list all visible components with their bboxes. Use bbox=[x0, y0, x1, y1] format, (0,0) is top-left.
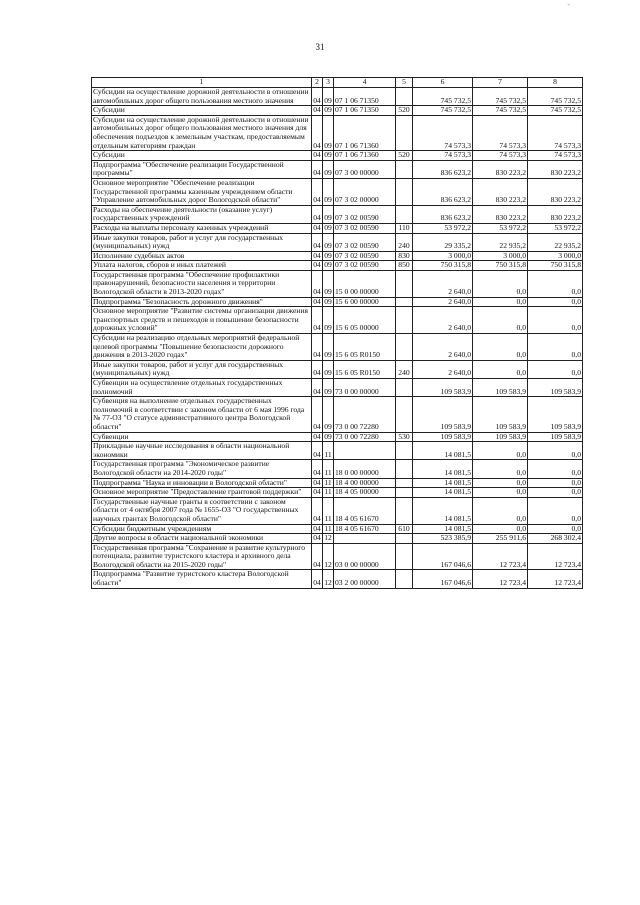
expense-type-cell bbox=[396, 297, 413, 307]
section-code-cell: 04 bbox=[312, 570, 323, 588]
amount-year2-cell: 0,0 bbox=[473, 360, 528, 378]
subsection-code-cell: 12 bbox=[323, 543, 334, 570]
amount-year2-cell: 74 573,3 bbox=[473, 115, 528, 150]
section-code-cell: 04 bbox=[312, 442, 323, 460]
expense-type-cell bbox=[396, 307, 413, 334]
target-article-cell: 15 6 05 00000 bbox=[334, 307, 396, 334]
amount-year3-cell: 109 583,9 bbox=[528, 432, 583, 442]
subsection-code-cell: 11 bbox=[323, 497, 334, 524]
amount-year1-cell: 14 081,5 bbox=[413, 478, 473, 488]
expense-type-cell bbox=[396, 397, 413, 432]
amount-year2-cell: 745 732,5 bbox=[473, 106, 528, 116]
subsection-code-cell: 11 bbox=[323, 442, 334, 460]
expense-type-cell bbox=[396, 270, 413, 297]
subsection-code-cell: 09 bbox=[324, 150, 332, 160]
row-name-cell: Субсидии на осуществление дорожной деятельности в отношении автомобильных дорог общего пользования местного значения bbox=[92, 88, 312, 106]
table-row bbox=[92, 570, 583, 588]
amount-year3-cell: 74 573,3 bbox=[528, 115, 583, 150]
expense-type-cell bbox=[396, 478, 413, 488]
row-name-cell: Другие вопросы в области национальной экономики bbox=[92, 534, 312, 544]
row-name-cell: Уплата налогов, сборов и иных платежей bbox=[92, 261, 312, 271]
amount-year1-cell: 14 081,5 bbox=[413, 488, 473, 498]
table-row bbox=[92, 261, 583, 271]
expense-type-cell bbox=[396, 460, 413, 478]
section-code-cell: 04 bbox=[312, 270, 323, 297]
target-article-cell: 18 4 00 00000 bbox=[334, 478, 396, 488]
table-row bbox=[92, 497, 583, 524]
target-article-cell: 07 3 02 00590 bbox=[334, 261, 396, 271]
amount-year2-cell: 830 223,2 bbox=[473, 178, 528, 205]
target-article-cell: 07 3 02 00590 bbox=[334, 223, 396, 233]
amount-year2-cell: 12 723,4 bbox=[473, 543, 528, 570]
amount-year1-cell: 836 623,2 bbox=[413, 160, 473, 178]
subsection-code-cell: 09 bbox=[323, 115, 334, 150]
subsection-code-cell: 09 bbox=[323, 233, 334, 251]
expense-type-cell: 240 bbox=[396, 233, 413, 251]
amount-year3-cell: 0,0 bbox=[528, 488, 583, 498]
row-name-cell: Расходы на обеспечение деятельности (оказание услуг) государственных учреждений bbox=[92, 205, 312, 223]
amount-year3-cell: 0,0 bbox=[528, 442, 583, 460]
target-article-cell: 73 0 00 00000 bbox=[334, 379, 396, 397]
row-name-cell: Государственная программа "Обеспечение профилактики правонарушений, безопасности населения и территории Вологодской области в 2013-2020 годах" bbox=[92, 270, 312, 297]
target-article-cell: 03 0 00 00000 bbox=[334, 543, 396, 570]
amount-year3-cell: 109 583,9 bbox=[528, 397, 583, 432]
row-name-cell: Государственная программа "Сохранение и развитие культурного потенциала, развитие туристского кластера и архивного дела Вологодской области на 2015-2020 годы" bbox=[92, 543, 312, 570]
target-article-cell: 07 3 02 00000 bbox=[334, 178, 396, 205]
column-header: 6 bbox=[413, 78, 473, 88]
row-name-cell: Субсидии на реализацию отдельных мероприятий федеральной целевой программы "Повышение безопасности дорожного движения в 2013-2020 годах" bbox=[92, 334, 312, 361]
section-code-cell: 04 bbox=[313, 432, 321, 441]
subsection-code-cell: 09 bbox=[324, 251, 332, 260]
section-code-cell: 04 bbox=[312, 178, 323, 205]
target-article-cell: 15 6 05 R0150 bbox=[334, 334, 396, 361]
table-row bbox=[92, 543, 583, 570]
expense-type-cell bbox=[396, 88, 413, 106]
amount-year2-cell: 0,0 bbox=[473, 297, 528, 307]
amount-year1-cell: 109 583,9 bbox=[413, 432, 473, 442]
expense-type-cell bbox=[396, 379, 413, 397]
expense-type-cell: 520 bbox=[396, 106, 413, 116]
table-body bbox=[92, 88, 583, 589]
section-code-cell: 04 bbox=[313, 105, 321, 115]
section-code-cell: 04 bbox=[312, 497, 323, 524]
section-code-cell: 04 bbox=[312, 543, 323, 570]
amount-year1-cell: 74 573,3 bbox=[413, 115, 473, 150]
section-code-cell: 04 bbox=[312, 307, 323, 334]
amount-year2-cell: 0,0 bbox=[473, 460, 528, 478]
amount-year3-cell: 830 223,2 bbox=[528, 178, 583, 205]
target-article-cell: 18 4 05 61670 bbox=[334, 497, 396, 524]
amount-year1-cell: 2 640,0 bbox=[413, 360, 473, 378]
amount-year1-cell: 29 335,2 bbox=[413, 233, 473, 251]
target-article-cell: 15 0 00 00000 bbox=[334, 270, 396, 297]
amount-year1-cell: 14 081,5 bbox=[413, 497, 473, 524]
subsection-code-cell: 09 bbox=[323, 379, 334, 397]
table-row bbox=[92, 115, 583, 150]
amount-year2-cell: 745 732,5 bbox=[473, 88, 528, 106]
budget-table bbox=[91, 77, 583, 589]
section-code-cell: 04 bbox=[312, 460, 323, 478]
expense-type-cell bbox=[396, 543, 413, 570]
subsection-code-cell: 09 bbox=[324, 297, 332, 306]
row-name-cell: Основное мероприятие "Предоставление грантовой поддержки" bbox=[92, 488, 312, 498]
target-article-cell: 73 0 00 72280 bbox=[334, 432, 396, 442]
table-row bbox=[92, 534, 583, 544]
amount-year3-cell: 22 935,2 bbox=[528, 233, 583, 251]
amount-year3-cell: 0,0 bbox=[528, 334, 583, 361]
section-code-cell: 04 bbox=[312, 88, 323, 106]
section-code-cell: 04 bbox=[312, 233, 323, 251]
section-code-cell: 04 bbox=[313, 487, 321, 497]
amount-year1-cell: 3 000,0 bbox=[413, 251, 473, 261]
amount-year1-cell: 167 046,6 bbox=[413, 543, 473, 570]
amount-year3-cell: 53 972,2 bbox=[528, 223, 583, 233]
table-row bbox=[92, 379, 583, 397]
amount-year2-cell: 0,0 bbox=[473, 307, 528, 334]
row-name-cell: Субсидии bbox=[92, 106, 312, 116]
amount-year1-cell: 2 640,0 bbox=[413, 270, 473, 297]
subsection-code-cell: 09 bbox=[323, 270, 334, 297]
amount-year2-cell: 0,0 bbox=[473, 270, 528, 297]
expense-type-cell bbox=[396, 160, 413, 178]
table-row bbox=[92, 397, 583, 432]
amount-year1-cell: 167 046,6 bbox=[413, 570, 473, 588]
subsection-code-cell: 11 bbox=[324, 524, 332, 533]
row-name-cell: Государственная программа "Экономическое развитие Вологодской области на 2014-2020 годы" bbox=[92, 460, 312, 478]
expense-type-cell bbox=[396, 570, 413, 588]
row-name-cell: Подпрограмма "Обеспечение реализации Государственной программы" bbox=[92, 160, 312, 178]
expense-type-cell: 610 bbox=[396, 524, 413, 534]
table-row bbox=[92, 178, 583, 205]
amount-year2-cell: 22 935,2 bbox=[473, 233, 528, 251]
target-article-cell: 07 3 02 00590 bbox=[334, 233, 396, 251]
section-code-cell: 04 bbox=[312, 360, 323, 378]
amount-year1-cell: 53 972,2 bbox=[413, 223, 473, 233]
page-number: 31 bbox=[315, 42, 325, 52]
section-code-cell: 04 bbox=[312, 115, 323, 150]
amount-year2-cell: 12 723,4 bbox=[473, 570, 528, 588]
table-header-row bbox=[92, 78, 583, 88]
subsection-code-cell: 11 bbox=[324, 478, 332, 487]
amount-year2-cell: 109 583,9 bbox=[473, 432, 528, 442]
amount-year1-cell: 74 573,3 bbox=[413, 151, 473, 161]
amount-year1-cell: 745 732,5 bbox=[413, 88, 473, 106]
amount-year2-cell: 0,0 bbox=[473, 488, 528, 498]
column-header: 4 bbox=[334, 78, 396, 88]
table-row bbox=[92, 432, 583, 442]
subsection-code-cell: 12 bbox=[324, 533, 332, 543]
amount-year2-cell: 0,0 bbox=[473, 497, 528, 524]
section-code-cell: 04 bbox=[313, 297, 321, 306]
row-name-cell: Исполнение судебных актов bbox=[92, 251, 312, 261]
table-row bbox=[92, 106, 583, 116]
amount-year2-cell: 255 911,6 bbox=[473, 534, 528, 544]
amount-year3-cell: 0,0 bbox=[528, 478, 583, 488]
target-article-cell: 18 4 05 00000 bbox=[334, 488, 396, 498]
table-row bbox=[92, 307, 583, 334]
subsection-code-cell: 11 bbox=[324, 487, 332, 497]
table-row bbox=[92, 88, 583, 106]
row-name-cell: Государственные научные гранты в соответствии с законом области от 4 октября 2007 года № 1655-ОЗ "О государственных научных грантах Вологодской области" bbox=[92, 497, 312, 524]
subsection-code-cell: 12 bbox=[323, 570, 334, 588]
amount-year1-cell: 14 081,5 bbox=[413, 524, 473, 534]
amount-year3-cell: 12 723,4 bbox=[528, 570, 583, 588]
expense-type-cell bbox=[396, 534, 413, 544]
row-name-cell: Подпрограмма "Наука и инновации в Вологодской области" bbox=[92, 478, 312, 488]
target-article-cell: 07 3 02 00590 bbox=[334, 205, 396, 223]
amount-year2-cell: 3 000,0 bbox=[473, 251, 528, 261]
amount-year1-cell: 14 081,5 bbox=[413, 442, 473, 460]
section-code-cell: 04 bbox=[312, 205, 323, 223]
amount-year3-cell: 830 223,2 bbox=[528, 205, 583, 223]
column-header: 5 bbox=[396, 78, 413, 88]
corner-mark: - bbox=[567, 0, 570, 9]
row-name-cell: Субсидии bbox=[92, 151, 312, 161]
amount-year3-cell: 0,0 bbox=[528, 524, 583, 534]
amount-year3-cell: 745 732,5 bbox=[528, 106, 583, 116]
amount-year2-cell: 830 223,2 bbox=[473, 160, 528, 178]
expense-type-cell bbox=[396, 115, 413, 150]
amount-year3-cell: 3 000,0 bbox=[528, 251, 583, 261]
table-row bbox=[92, 151, 583, 161]
subsection-code-cell: 09 bbox=[324, 223, 332, 232]
target-article-cell: 07 1 06 71350 bbox=[334, 88, 396, 106]
amount-year2-cell: 0,0 bbox=[473, 524, 528, 534]
column-header: 8 bbox=[528, 78, 583, 88]
amount-year3-cell: 268 302,4 bbox=[528, 534, 583, 544]
column-header: 7 bbox=[473, 78, 528, 88]
table-row bbox=[92, 251, 583, 261]
column-header: 3 bbox=[323, 78, 334, 88]
row-name-cell: Субвенция на выполнение отдельных государственных полномочий в соответствии с законом области от 6 мая 1996 года № 77-ОЗ "О статусе административного центра Вологодской области" bbox=[92, 397, 312, 432]
target-article-cell: 07 1 06 71360 bbox=[334, 151, 396, 161]
amount-year3-cell: 0,0 bbox=[528, 270, 583, 297]
column-header: 2 bbox=[312, 78, 323, 88]
table-row bbox=[92, 270, 583, 297]
amount-year3-cell: 0,0 bbox=[528, 497, 583, 524]
section-code-cell: 04 bbox=[313, 251, 321, 260]
table-row bbox=[92, 233, 583, 251]
amount-year3-cell: 0,0 bbox=[528, 360, 583, 378]
subsection-code-cell: 09 bbox=[323, 88, 334, 106]
amount-year3-cell: 0,0 bbox=[528, 460, 583, 478]
expense-type-cell: 830 bbox=[396, 251, 413, 261]
row-name-cell: Иные закупки товаров, работ и услуг для государственных (муниципальных) нужд bbox=[92, 360, 312, 378]
amount-year1-cell: 745 732,5 bbox=[413, 106, 473, 116]
section-code-cell: 04 bbox=[313, 260, 321, 270]
subsection-code-cell: 09 bbox=[323, 178, 334, 205]
amount-year3-cell: 109 583,9 bbox=[528, 379, 583, 397]
amount-year1-cell: 109 583,9 bbox=[413, 397, 473, 432]
amount-year2-cell: 0,0 bbox=[473, 478, 528, 488]
row-name-cell: Субсидии бюджетным учреждениям bbox=[92, 524, 312, 534]
amount-year1-cell: 14 081,5 bbox=[413, 460, 473, 478]
table-row bbox=[92, 360, 583, 378]
row-name-cell: Прикладные научные исследования в области национальной экономики bbox=[92, 442, 312, 460]
table-row bbox=[92, 223, 583, 233]
row-name-cell: Субвенции bbox=[92, 432, 312, 442]
table-row bbox=[92, 297, 583, 307]
subsection-code-cell: 09 bbox=[323, 334, 334, 361]
target-article-cell: 07 3 02 00590 bbox=[334, 251, 396, 261]
target-article-cell: 18 4 05 61670 bbox=[334, 524, 396, 534]
table-row bbox=[92, 205, 583, 223]
expense-type-cell: 530 bbox=[396, 432, 413, 442]
amount-year3-cell: 745 732,5 bbox=[528, 88, 583, 106]
amount-year1-cell: 2 640,0 bbox=[413, 297, 473, 307]
column-header: 1 bbox=[92, 78, 312, 88]
row-name-cell: Подпрограмма "Развитие туристского кластера Вологодской области" bbox=[92, 570, 312, 588]
amount-year3-cell: 830 223,2 bbox=[528, 160, 583, 178]
expense-type-cell bbox=[396, 334, 413, 361]
target-article-cell: 07 1 06 71360 bbox=[334, 115, 396, 150]
expense-type-cell bbox=[396, 497, 413, 524]
target-article-cell: 03 2 00 00000 bbox=[334, 570, 396, 588]
amount-year3-cell: 12 723,4 bbox=[528, 543, 583, 570]
amount-year2-cell: 0,0 bbox=[473, 442, 528, 460]
amount-year2-cell: 109 583,9 bbox=[473, 379, 528, 397]
row-name-cell: Основное мероприятие "Развитие системы организации движения транспортных средств и пешеходов и повышение безопасности дорожных условий" bbox=[92, 307, 312, 334]
amount-year1-cell: 109 583,9 bbox=[413, 379, 473, 397]
target-article-cell: 07 3 00 00000 bbox=[334, 160, 396, 178]
row-name-cell: Субсидии на осуществление дорожной деятельности в отношении автомобильных дорог общего пользования местного значения для обеспечения подъездов к земельным участкам, предоставляемым отдельным категориям граждан bbox=[92, 115, 312, 150]
row-name-cell: Субвенции на осуществление отдельных государственных полномочий bbox=[92, 379, 312, 397]
amount-year3-cell: 0,0 bbox=[528, 297, 583, 307]
table-row bbox=[92, 524, 583, 534]
table-row bbox=[92, 442, 583, 460]
amount-year1-cell: 750 315,8 bbox=[413, 261, 473, 271]
target-article-cell: 73 0 00 72280 bbox=[334, 397, 396, 432]
amount-year2-cell: 74 573,3 bbox=[473, 151, 528, 161]
expense-type-cell: 110 bbox=[396, 223, 413, 233]
subsection-code-cell: 09 bbox=[324, 105, 332, 115]
amount-year3-cell: 750 315,8 bbox=[528, 261, 583, 271]
amount-year1-cell: 836 623,2 bbox=[413, 178, 473, 205]
target-article-cell bbox=[334, 534, 396, 544]
subsection-code-cell: 09 bbox=[323, 307, 334, 334]
section-code-cell: 04 bbox=[312, 160, 323, 178]
amount-year2-cell: 830 223,2 bbox=[473, 205, 528, 223]
table-row bbox=[92, 160, 583, 178]
amount-year1-cell: 523 385,9 bbox=[413, 534, 473, 544]
row-name-cell: Иные закупки товаров, работ и услуг для государственных (муниципальных) нужд bbox=[92, 233, 312, 251]
section-code-cell: 04 bbox=[313, 223, 321, 232]
subsection-code-cell: 09 bbox=[323, 160, 334, 178]
target-article-cell: 18 0 00 00000 bbox=[334, 460, 396, 478]
target-article-cell: 07 1 06 71350 bbox=[334, 106, 396, 116]
amount-year3-cell: 0,0 bbox=[528, 307, 583, 334]
expense-type-cell bbox=[396, 178, 413, 205]
section-code-cell: 04 bbox=[312, 397, 323, 432]
expense-type-cell bbox=[396, 442, 413, 460]
expense-type-cell: 240 bbox=[396, 360, 413, 378]
expense-type-cell bbox=[396, 488, 413, 498]
target-article-cell: 15 6 05 R0150 bbox=[334, 360, 396, 378]
section-code-cell: 04 bbox=[312, 379, 323, 397]
subsection-code-cell: 09 bbox=[323, 205, 334, 223]
expense-type-cell: 520 bbox=[396, 151, 413, 161]
subsection-code-cell: 09 bbox=[324, 432, 332, 441]
amount-year2-cell: 109 583,9 bbox=[473, 397, 528, 432]
table-row bbox=[92, 488, 583, 498]
section-code-cell: 04 bbox=[313, 524, 321, 533]
subsection-code-cell: 09 bbox=[323, 397, 334, 432]
table-row bbox=[92, 478, 583, 488]
row-name-cell: Основное мероприятие "Обеспечение реализации Государственной программы казенным учреждением области "Управление автомобильных дорог Вологодской области" bbox=[92, 178, 312, 205]
row-name-cell: Подпрограмма "Безопасность дорожного движения" bbox=[92, 297, 312, 307]
amount-year2-cell: 0,0 bbox=[473, 334, 528, 361]
subsection-code-cell: 09 bbox=[324, 260, 332, 270]
amount-year1-cell: 2 640,0 bbox=[413, 334, 473, 361]
table-row bbox=[92, 460, 583, 478]
subsection-code-cell: 09 bbox=[323, 360, 334, 378]
amount-year1-cell: 836 623,2 bbox=[413, 205, 473, 223]
section-code-cell: 04 bbox=[312, 334, 323, 361]
target-article-cell bbox=[334, 442, 396, 460]
expense-type-cell: 850 bbox=[396, 261, 413, 271]
row-name-cell: Расходы на выплаты персоналу казенных учреждений bbox=[92, 223, 312, 233]
table-row bbox=[92, 334, 583, 361]
amount-year2-cell: 750 315,8 bbox=[473, 261, 528, 271]
section-code-cell: 04 bbox=[313, 150, 321, 160]
subsection-code-cell: 11 bbox=[323, 460, 334, 478]
section-code-cell: 04 bbox=[313, 478, 321, 487]
amount-year1-cell: 2 640,0 bbox=[413, 307, 473, 334]
target-article-cell: 15 6 00 00000 bbox=[334, 297, 396, 307]
amount-year3-cell: 74 573,3 bbox=[528, 151, 583, 161]
expense-type-cell bbox=[396, 205, 413, 223]
section-code-cell: 04 bbox=[313, 533, 321, 543]
amount-year2-cell: 53 972,2 bbox=[473, 223, 528, 233]
